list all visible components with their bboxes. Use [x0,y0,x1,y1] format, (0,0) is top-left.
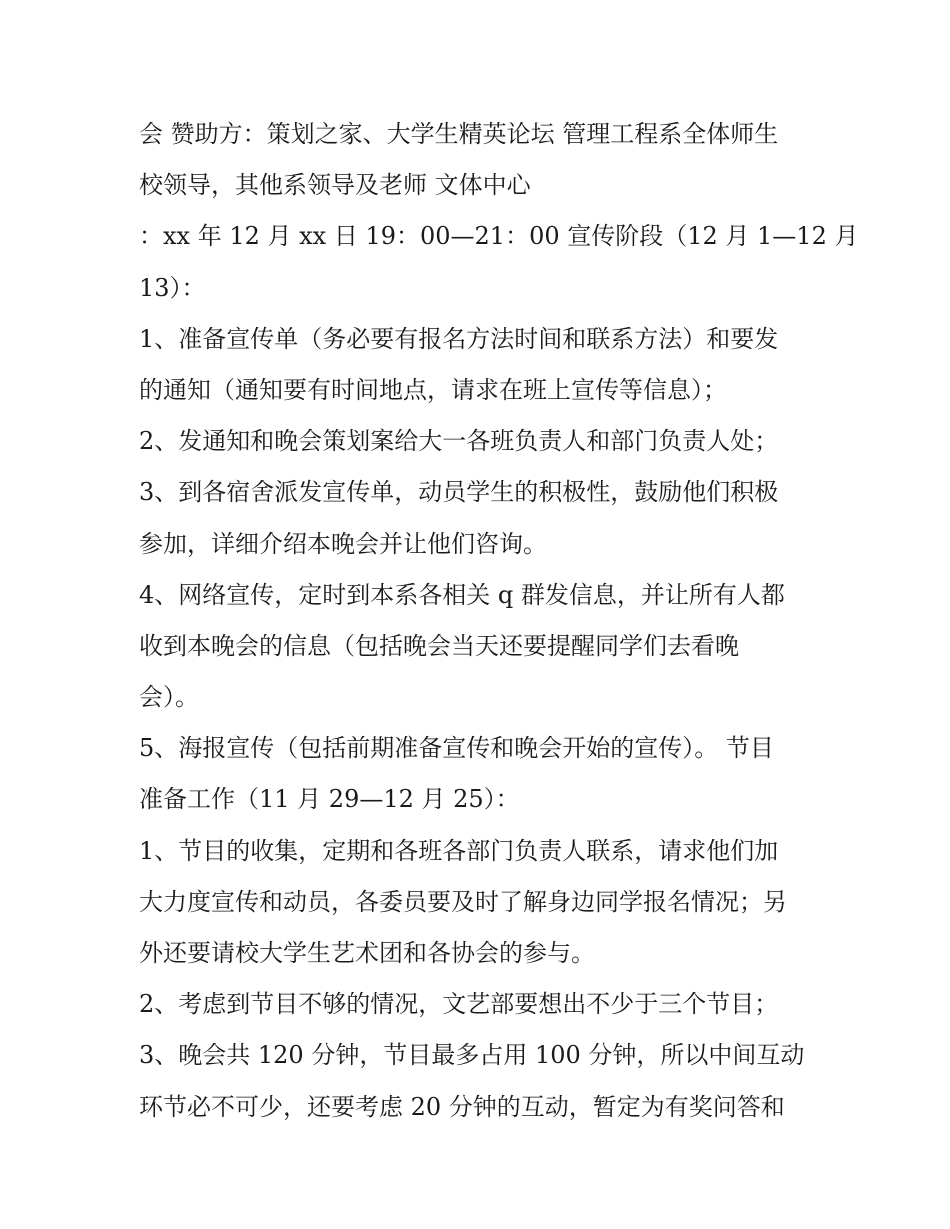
text-line: 校领导，其他系领导及老师 文体中心 [139,171,531,200]
text-line: 环节必不可少，还要考虑 20 分钟的互动，暂定为有奖问答和 [139,1092,785,1121]
text-line: 准备工作（11 月 29—12 月 25）： [139,785,520,814]
text-line: 2、考虑到节目不够的情况，文艺部要想出不少于三个节目； [139,990,779,1019]
text-line: 3、晚会共 120 分钟，节目最多占用 100 分钟，所以中间互动 [139,1041,805,1070]
text-line: 5、海报宣传（包括前期准备宣传和晚会开始的宣传）。 节目 [139,734,774,763]
text-line: ：xx 年 12 月 xx 日 19：00—21：00 宣传阶段（12 月 1—12 月 [139,222,859,251]
text-line: 外还要请校大学生艺术团和各协会的参与。 [139,939,595,967]
text-line: 1、准备宣传单（务必要有报名方法时间和联系方法）和要发 [139,324,779,353]
text-line: 2、发通知和晚会策划案给大一各班负责人和部门负责人处； [139,427,779,456]
text-line: 4、网络宣传，定时到本系各相关 q 群发信息，并让所有人都 [139,580,785,609]
text-line: 会 赞助方：策划之家、大学生精英论坛 管理工程系全体师生 [139,120,779,148]
text-line: 的通知（通知要有时间地点，请求在班上宣传等信息）； [139,375,727,404]
text-line: 收到本晚会的信息（包括晚会当天还要提醒同学们去看晚 [139,631,739,660]
text-line: 3、到各宿舍派发宣传单，动员学生的积极性，鼓励他们积极 [139,478,779,507]
text-line: 1、节目的收集，定期和各班各部门负责人联系，请求他们加 [139,836,779,865]
text-line: 参加，详细介绍本晚会并让他们咨询。 [139,529,547,558]
text-line: 大力度宣传和动员，各委员要及时了解身边同学报名情况；另 [139,887,787,916]
text-line: 会）。 [139,683,199,712]
document-body [139,109,859,1133]
text-line: 13）： [139,273,206,302]
